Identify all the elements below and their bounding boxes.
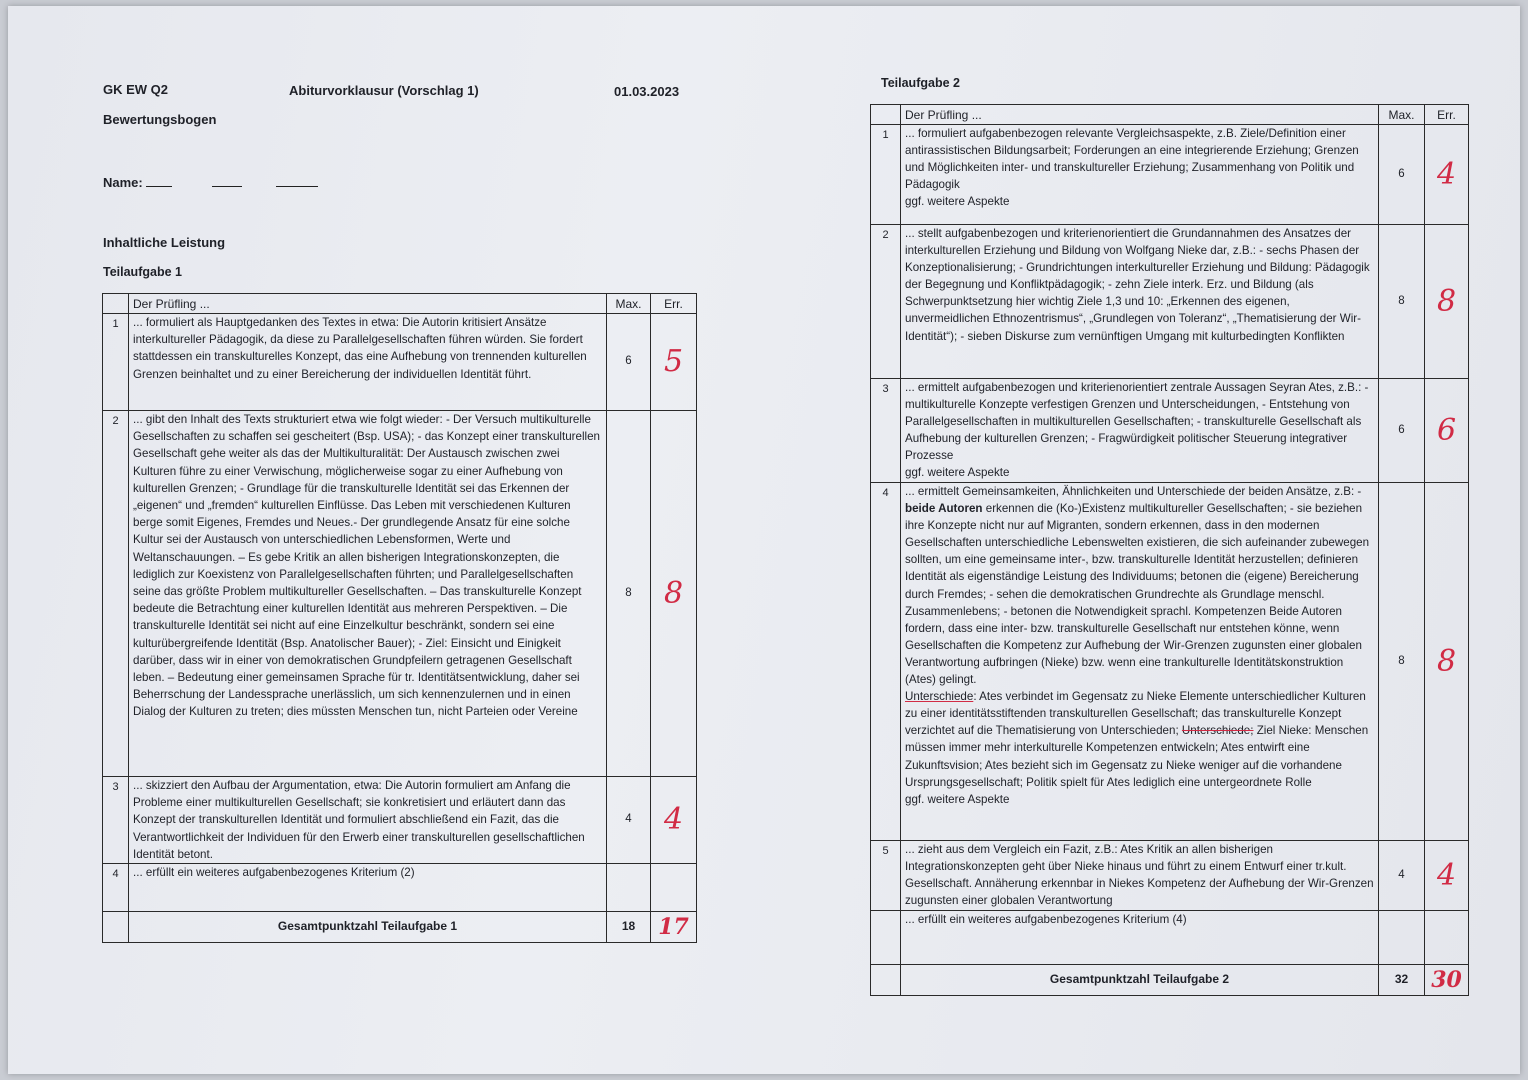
course-label: GK EW Q2 <box>103 82 169 97</box>
row-max: 6 <box>1379 125 1425 225</box>
row-number <box>871 911 901 965</box>
table-row <box>871 225 1469 379</box>
task1-total-row <box>103 912 697 943</box>
table-row <box>871 483 1469 841</box>
exam-date: 01.03.2023 <box>614 84 680 99</box>
row-criterion-text: ... ermittelt Gemeinsamkeiten, Ähnlichkeiten und Unterschiede der beiden Ansätze, z.B: - <box>905 485 1362 498</box>
row-criterion: ... erfüllt ein weiteres aufgabenbezogenes Kriterium (4) <box>901 911 1379 965</box>
row-criterion-text: ... formuliert aufgabenbezogen relevante Vergleichsaspekte, z.B. Ziele/Definition einer antirassistischen Bildungsarbeit; Forderungen an eine integrierende Erziehung; Grenzen und Möglichkeiten inter- und transkultureller Erziehung; Zusammenhang von Politik und Pädagogik <box>905 127 1359 192</box>
col-err: Err. <box>651 294 697 314</box>
table-row <box>103 864 697 912</box>
table-row <box>103 411 697 777</box>
document-sheet <box>8 6 1520 1074</box>
task1-title: Teilaufgabe 1 <box>103 265 182 279</box>
row-score: 8 <box>663 575 684 611</box>
struck-text: Unterschiede; <box>1181 724 1254 738</box>
table-row <box>103 314 697 411</box>
col-pruefling: Der Prüfling ... <box>129 294 607 314</box>
row-score: 5 <box>663 344 684 379</box>
row-criterion-text: erkennen die (Ko-)Existenz multikultureller Gesellschaften; - sie beziehen ihre Konzepte nicht nur auf Migranten, sondern erkennen, dass in den modernen Gesellschaften unterschiedliche Lebenswelten existieren, die sich aufeinander zubewegen sollten, um eine gemeinsame inter-, bzw. transkulturelle Identität herzustellen; definieren Identität als eigenständige Leistung des Individuums; betonen die (eigene) Bereicherung durch Fremdes; - sehen die demokratischen Grundrechte als Grundlage menschl. Zusammenlebens; - betonen die Notwendigkeit sprachl. Kompetenzen Beide Autoren fordern, dass eine inter- bzw. transkulturelle Gesellschaft nur entstehen könne, wenn Gesellschaften die Kompetenz zur Aufhebung der Wir-Grenzen zugunsten einer globalen Verantwortung aufbringen (Nieke) bzw. wenn eine trankulturelle Identitätskonstruktion (Ates) gelingt. <box>905 502 1370 687</box>
name-line-3 <box>276 184 318 187</box>
task2-title: Teilaufgabe 2 <box>881 76 960 90</box>
name-line-1 <box>146 184 172 187</box>
row-criterion <box>901 483 1379 841</box>
col-pruefling: Der Prüfling ... <box>901 105 1379 125</box>
table-row <box>871 841 1469 911</box>
name-label: Name: <box>103 175 143 190</box>
row-criterion <box>901 125 1379 225</box>
task2-header-row <box>871 105 1469 125</box>
row-max: 6 <box>607 314 651 411</box>
section-title: Inhaltliche Leistung <box>103 235 226 250</box>
table-row <box>103 777 697 864</box>
row-max: 4 <box>1379 841 1425 911</box>
row-number: 4 <box>871 483 901 841</box>
row-number: 4 <box>103 864 129 912</box>
total-score: 17 <box>658 914 689 941</box>
differences-label: Unterschiede <box>905 690 974 704</box>
row-max: 6 <box>1379 379 1425 483</box>
row-number: 2 <box>103 411 129 777</box>
col-max: Max. <box>1379 105 1425 125</box>
row-score: 4 <box>1436 156 1457 192</box>
row-criterion <box>901 379 1379 483</box>
row-extra-aspects: ggf. weitere Aspekte <box>905 195 1010 209</box>
row-number: 3 <box>103 777 129 864</box>
total-max: 32 <box>1379 965 1425 996</box>
row-score: 6 <box>1436 412 1457 448</box>
row-score: 4 <box>1436 857 1457 893</box>
name-line-2 <box>212 184 242 187</box>
row-score: 8 <box>1436 643 1457 679</box>
task1-table <box>102 293 697 943</box>
row-criterion-text: : Ates verbindet im Gegensatz zu Nieke Elemente unterschiedlicher Kulturen zu einer identitätsstiftenden transkulturellen Gesellschaft; das transkulturelle Konzept verzichtet auf die Thematisierung von Unterschieden; <box>905 690 1366 738</box>
total-score: 30 <box>1431 967 1462 993</box>
row-number: 1 <box>103 314 129 411</box>
row-criterion: ... gibt den Inhalt des Texts strukturiert etwa wie folgt wieder: - Der Versuch multikulturelle Gesellschaften zu schaffen sei gescheitert (Bsp. USA); - das Konzept einer transkulturellen Gesellschaft gehe weiter als das der Multikulturalität: Der Austausch zwischen zwei Kulturen führe zu einer Verwischung, möglicherweise sogar zu einer Aufhebung von kulturellen Grenzen; - Grundlage für die transkulturelle Identität sei das Erkennen der „eigenen“ und „fremden“ kulturellen Einflüsse. Das Leben mit verschiedenen Kulturen berge somit Eigenes, Fremdes und Neues.- Der grundlegende Ansatz für eine solche Kultur sei der Austausch von unterschiedlichen Lebensformen, Werte und Weltanschauungen. – Es gebe Kritik an allen bisherigen Integrationskonzepten, die lediglich zur Koexistenz von Parallelgesellschaften führten; und Parallelgesellschaften seine das größte Problem multikultureller Gesellschaften. – Das transkulturelle Konzept bedeute die Betrachtung einer kulturellen Identität aus mehreren Perspektiven. – Die transkulturelle Identität sei nicht auf eine Einzelkultur beschränkt, sondern sei eine kulturübergreifende Identität (Bsp. Anatolischer Bauer); - Ziel: Einsicht und Einigkeit darüber, dass wir in einer von demokratischen Grundpfeilern getragenen Gesellschaft leben. – Bedeutung einer gemeinsamen Sprache für tr. Identitätsentwicklung, daher sei Beherrschung der Landessprache unerlässlich, um sich kennenzulernen und in einen Dialog der Kulturen zu treten; dies müssten Menschen tun, nicht Parteien oder Vereine <box>129 411 607 777</box>
row-criterion: ... erfüllt ein weiteres aufgabenbezogenes Kriterium (2) <box>129 864 607 912</box>
task2-table <box>870 104 1469 996</box>
row-criterion: ... stellt aufgabenbezogen und kriterienorientiert die Grundannahmen des Ansatzes der interkulturellen Erziehung und Bildung von Wolfgang Nieke dar, z.B.: - sechs Phasen der Konzeptionalisierung; - Grundrichtungen interkultureller Erziehung und Bildung: Pädagogik der Begegnung und Konfliktpädagogik; - zehn Ziele interk. Erz. und Bildung (als Schwerpunktsetzung hier wichtig Ziele 1,3 und 10: „Erkennen des eigenen, unvermeidlichen Ethnozentrismus“, „Grundlegen von Toleranz“, „Thematisierung der Wir-Identität“); - sieben Diskurse zum vernünftigen Umgang mit kulturbedingten Konflikten <box>901 225 1379 379</box>
row-max: 8 <box>1379 483 1425 841</box>
name-field <box>103 175 318 190</box>
task1-header-row <box>103 294 697 314</box>
exam-title: Abiturvorklausur (Vorschlag 1) <box>289 83 479 98</box>
row-number: 1 <box>871 125 901 225</box>
table-row <box>871 125 1469 225</box>
total-label: Gesamtpunktzahl Teilaufgabe 2 <box>901 965 1379 996</box>
row-score: 4 <box>663 802 684 837</box>
row-criterion-bold: beide Autoren <box>905 502 983 516</box>
col-max: Max. <box>607 294 651 314</box>
total-max: 18 <box>607 912 651 943</box>
sheet-title: Bewertungsbogen <box>103 112 217 127</box>
row-criterion-text: Ziel Nieke: Menschen müssen immer mehr interkulturelle Kompetenzen entwickeln; Ates entwirft eine Zukunftsvision; Ates bezieht sich im Gegensatz zu Nieke weniger auf die vorhandene Ursprungsgesellschaft; Politik spielt für Ates lediglich eine untergeordnete Rolle <box>905 724 1369 789</box>
total-label: Gesamtpunktzahl Teilaufgabe 1 <box>129 912 607 943</box>
row-max: 4 <box>607 777 651 864</box>
row-criterion-text: ... ermittelt aufgabenbezogen und kriterienorientiert zentrale Aussagen Seyran Ates, z.B.: - multikulturelle Konzepte verfestigen Grenzen und Unterscheidungen, - Entstehung von Parallelgesellschaften in multikulturellen Gesellschaften; - transkulturelle Gesellschaft als Aufhebung der kulturellen Grenzen; - Fragwürdigkeit politischer Steuerung integrativer Prozesse <box>905 381 1369 463</box>
row-extra-aspects: ggf. weitere Aspekte <box>905 466 1010 480</box>
row-criterion: ... zieht aus dem Vergleich ein Fazit, z.B.: Ates Kritik an allen bisherigen Integrationskonzepten geht über Nieke hinaus und führt zu einem Entwurf einer tr.kult. Gesellschaft. Annäherung erkennbar in Niekes Kompetenz der Aufhebung der Wir-Grenzen zugunsten einer globalen Verantwortung <box>901 841 1379 911</box>
row-criterion: ... skizziert den Aufbau der Argumentation, etwa: Die Autorin formuliert am Anfang die Probleme einer multikulturellen Gesellschaft; sie konkretisiert und erläutert dann das Konzept der transkulturellen Identität und formuliert abschließend ein Fazit, das die Verantwortlichkeit der Individuen für den Erwerb einer transkulturellen gesellschaftlichen Identität betont. <box>129 777 607 864</box>
row-max: 8 <box>607 411 651 777</box>
row-extra-aspects: ggf. weitere Aspekte <box>905 792 1010 806</box>
row-number: 2 <box>871 225 901 379</box>
col-err: Err. <box>1425 105 1469 125</box>
row-max <box>607 864 651 912</box>
row-criterion: ... formuliert als Hauptgedanken des Textes in etwa: Die Autorin kritisiert Ansätze interkultureller Pädagogik, da diese zu Parallelgesellschaften führen würden. Sie fordert stattdessen ein transkulturelles Konzept, das eine Aufhebung von trennenden kulturellen Grenzen beinhaltet und zu einer Bereicherung der individuellen Identität führt. <box>129 314 607 411</box>
table-row <box>871 911 1469 965</box>
table-row <box>871 379 1469 483</box>
row-score: 8 <box>1436 283 1457 319</box>
row-number: 5 <box>871 841 901 911</box>
task2-total-row <box>871 965 1469 996</box>
row-max: 8 <box>1379 225 1425 379</box>
row-max <box>1379 911 1425 965</box>
row-number: 3 <box>871 379 901 483</box>
